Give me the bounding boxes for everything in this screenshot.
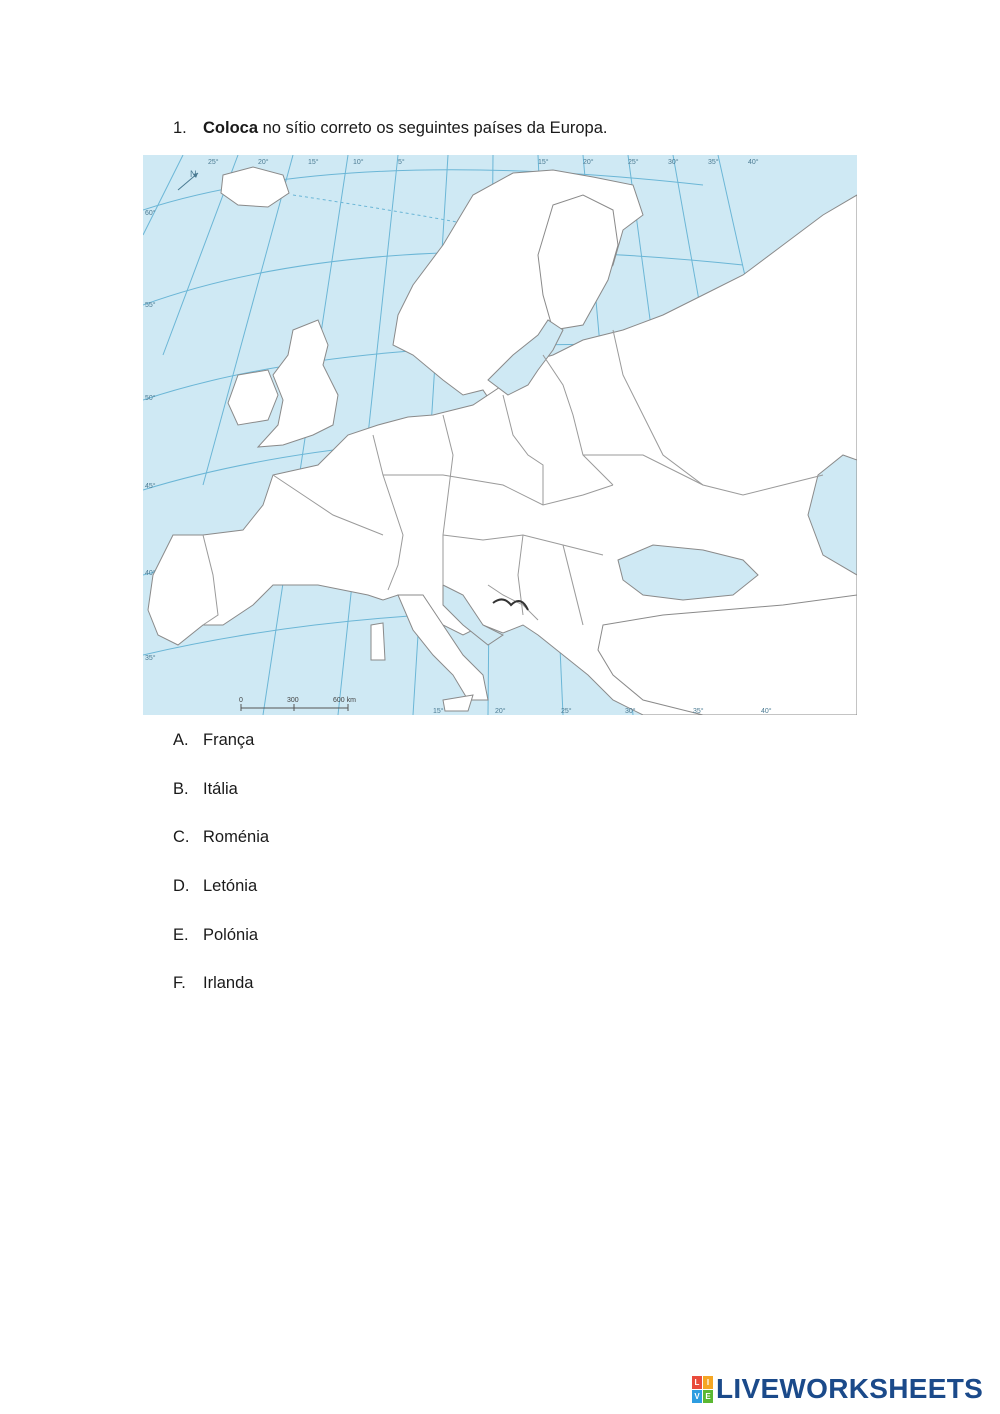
lon-label: 20°	[258, 159, 269, 166]
option-letter: A.	[173, 731, 189, 749]
lon-label: 15°	[433, 708, 444, 715]
option-label: Itália	[203, 780, 238, 798]
question-number: 1.	[173, 119, 187, 137]
logo-text: LIVEWORKSHEETS	[716, 1373, 984, 1404]
europe-map	[143, 155, 857, 715]
lat-label: 40°	[145, 570, 156, 577]
sardinia	[371, 623, 385, 660]
option-b	[173, 780, 238, 799]
option-letter: B.	[173, 780, 189, 798]
option-label: Letónia	[203, 877, 258, 895]
lon-label: 40°	[761, 708, 772, 715]
scale-label-mid: 300	[287, 697, 299, 704]
lon-label: 30°	[625, 708, 636, 715]
option-f	[173, 974, 253, 993]
option-label: Roménia	[203, 828, 270, 846]
lon-label: 25°	[208, 159, 219, 166]
lon-label: 25°	[628, 159, 639, 166]
logo-mark-letter: L	[692, 1376, 702, 1389]
question-text: no sítio correto os seguintes países da Europa.	[258, 119, 608, 137]
lon-label: 35°	[708, 159, 719, 166]
logo-mark-icon	[692, 1376, 712, 1402]
north-label: N	[190, 169, 197, 179]
option-e	[173, 926, 258, 945]
lat-label: 60°	[145, 210, 156, 217]
option-d	[173, 877, 257, 896]
lat-label: 50°	[145, 395, 156, 402]
lon-label: 25°	[561, 708, 572, 715]
scale-label-end: 600 km	[333, 697, 356, 704]
lon-label: 15°	[308, 159, 319, 166]
lon-label: 30°	[668, 159, 679, 166]
lat-label: 35°	[145, 655, 156, 662]
option-c	[173, 828, 269, 847]
option-letter: C.	[173, 828, 190, 846]
question-verb: Coloca	[203, 119, 259, 137]
lon-label: 5°	[398, 159, 405, 166]
scale-label-zero: 0	[239, 697, 243, 704]
lat-label: 45°	[145, 483, 156, 490]
option-label: Irlanda	[203, 974, 254, 992]
lat-label: 55°	[145, 302, 156, 309]
question-title	[173, 119, 607, 138]
lon-label: 15°	[538, 159, 549, 166]
option-letter: E.	[173, 926, 189, 944]
option-label: França	[203, 731, 255, 749]
option-letter: F.	[173, 974, 186, 992]
logo-mark-letter: V	[692, 1390, 702, 1403]
lon-label: 10°	[353, 159, 364, 166]
liveworksheets-logo	[692, 1372, 983, 1406]
lon-label: 20°	[495, 708, 506, 715]
lon-label: 20°	[583, 159, 594, 166]
lon-label: 35°	[693, 708, 704, 715]
option-label: Polónia	[203, 926, 259, 944]
logo-mark-letter: I	[703, 1376, 713, 1389]
option-letter: D.	[173, 877, 190, 895]
logo-mark-letter: E	[703, 1390, 713, 1403]
option-a	[173, 731, 254, 750]
lon-label: 40°	[748, 159, 759, 166]
